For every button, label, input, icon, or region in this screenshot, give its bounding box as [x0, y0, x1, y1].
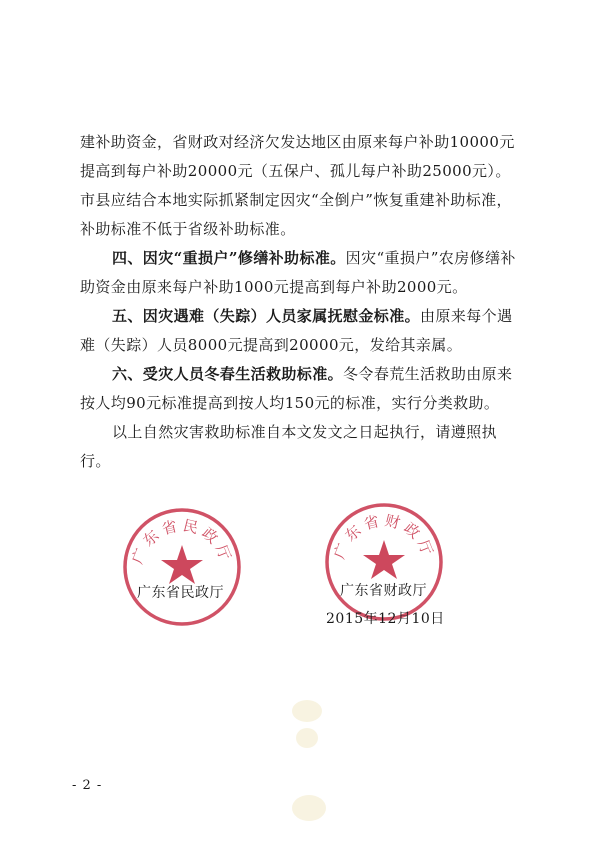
issue-date: 2015年12月10日	[326, 611, 445, 627]
paragraph-text: 冬令春荒生活救助由原来按人均90元标准提高到按人均150元的标准，实行分类救助。	[80, 365, 513, 412]
paper-stain	[292, 700, 322, 722]
paragraph-text: 由原来每个遇难（失踪）人员8000元提高到20000元，发给其亲属。	[80, 307, 513, 354]
paper-stain	[292, 795, 326, 821]
paragraph-text: 以上自然灾害救助标准自本文发文之日起执行，请遵照执行。	[80, 423, 498, 470]
section-heading: 四、因灾“重损户”修缮补助标准。	[112, 249, 346, 267]
paragraph-closing	[80, 418, 520, 476]
paragraph-section-4	[80, 244, 520, 302]
paper-stain	[296, 728, 318, 748]
section-heading: 六、受灾人员冬春生活救助标准。	[112, 365, 344, 383]
finance-seal-stamp	[322, 500, 446, 624]
star-icon	[363, 540, 405, 579]
paragraph-continuation	[80, 128, 520, 244]
civil-affairs-seal-stamp	[120, 505, 244, 629]
civil-affairs-signature: 广东省民政厅	[137, 585, 224, 601]
paragraph-text: 建补助资金，省财政对经济欠发达地区由原来每户补助10000元提高到每户补助20000元（五保户、孤儿每户补助25000元）。市县应结合本地实际抓紧制定因灾“全倒户”恢复重建补助标准，补助标准不低于省级补助标准。	[80, 133, 515, 238]
seal-arc-text: 广东省财政厅	[330, 511, 438, 562]
star-icon	[161, 545, 203, 584]
paragraph-text: 因灾“重损户”农房修缮补助资金由原来每户补助1000元提高到每户补助2000元。	[80, 249, 516, 296]
paragraph-section-6	[80, 360, 520, 418]
section-heading: 五、因灾遇难（失踪）人员家属抚慰金标准。	[112, 307, 421, 325]
finance-signature: 广东省财政厅	[340, 583, 427, 599]
page-number: - 2 -	[72, 778, 103, 793]
seal-arc-text: 广东省民政厅	[128, 516, 236, 567]
paragraph-section-5	[80, 302, 520, 360]
